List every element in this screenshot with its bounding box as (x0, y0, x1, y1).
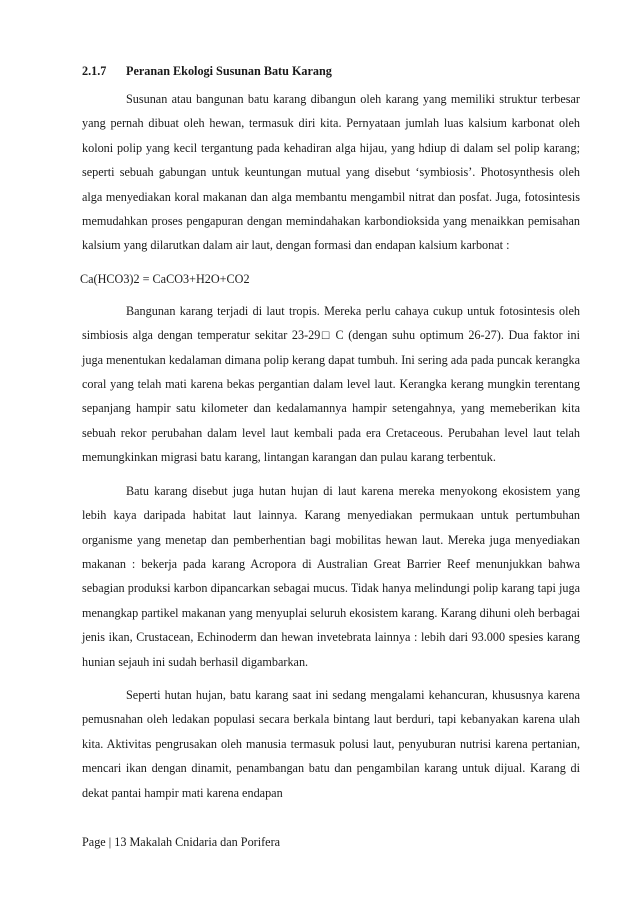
paragraph-4: Seperti hutan hujan, batu karang saat ini sedang mengalami kehancuran, khususnya karena pemusnahan oleh ledakan populasi secara berkala bintang laut berduri, tapi kebanyakan karena ulah kita. Aktivitas pengrusakan oleh manusia termasuk polusi laut, penyuburan nutrisi karena pertanian, mencari ikan dengan dinamit, penambangan batu dan pengambilan karang untuk dijual. Karang di dekat pantai hampir mati karena endapan (82, 687, 580, 800)
paragraph-3: Batu karang disebut juga hutan hujan di laut karena mereka menyokong ekosistem yang lebih kaya daripada habitat laut lainnya. Karang menyediakan permukaan untuk pertumbuhan organisme yang menetap dan pemberhentian bagi mobilitas hewan laut. Mereka juga menyediakan makanan : bekerja pada karang Acropora di Australian Great Barrier Reef menunjukkan bahwa sebagian produksi karbon dipancarkan sebagai mucus. Tidak hanya melindungi polip karang tapi juga menangkap partikel makanan yang menyuplai seluruh ekosistem karang. Karang dihuni oleh berbagai jenis ikan, Crustacean, Echinoderm dan hewan invetebrata lainnya : lebih dari 93.000 spesies karang hunian sejauh ini sudah berhasil digambarkan. (82, 483, 580, 669)
paragraph-2: Bangunan karang terjadi di laut tropis. Mereka perlu cahaya cukup untuk fotosintesis oleh simbiosis alga dengan temperatur sekitar 23-29□ C (dengan suhu optimum 26-27). Dua faktor ini juga menentukan kedalaman dimana polip kerang dapat tumbuh. Ini sering ada pada puncak kerangka coral yang telah mati karena bekas pergantian dalam level laut. Kerangka kerang mungkin terentang sepanjang hampir satu kilometer dan kedalamannya hampir setengahnya, yang memeberikan kita sebuah rekor perubahan dalam level laut kembali pada era Cretaceous. Perubahan level laut telah memungkinkan migrasi batu karang, lintangan karangan dan pulau karang terbentuk. (82, 303, 580, 465)
section-heading (82, 61, 580, 81)
paragraph-1: Susunan atau bangunan batu karang dibangun oleh karang yang memiliki struktur terbesar yang pernah dibuat oleh hewan, termasuk diri kita. Pernyataan jumlah luas kalsium karbonat oleh koloni polip yang kecil tergantung pada kehadiran alga hijau, yang hdiup di dalam sel polip karang; seperti sebuah gabungan untuk keuntungan mutual yang disebut ‘symbiosis’. Photosynthesis oleh alga menyediakan koral makanan dan alga membantu mengambil nitrat dan posfat. Juga, fotosintesis memudahkan proses pengapuran dengan memindahakan karbondioksida yang menaikkan pemisahan kalsium yang dilarutkan dalam air laut, dengan formasi dan endapan kalsium karbonat : (82, 92, 580, 253)
section-number: 2.1.7 (82, 64, 107, 78)
page-body (82, 61, 580, 814)
section-title: Peranan Ekologi Susunan Batu Karang (126, 64, 332, 78)
chemical-formula: Ca(HCO3)2 = CaCO3+H2O+CO2 (80, 271, 250, 286)
page-footer: Page | 13 Makalah Cnidaria dan Porifera (82, 835, 281, 849)
